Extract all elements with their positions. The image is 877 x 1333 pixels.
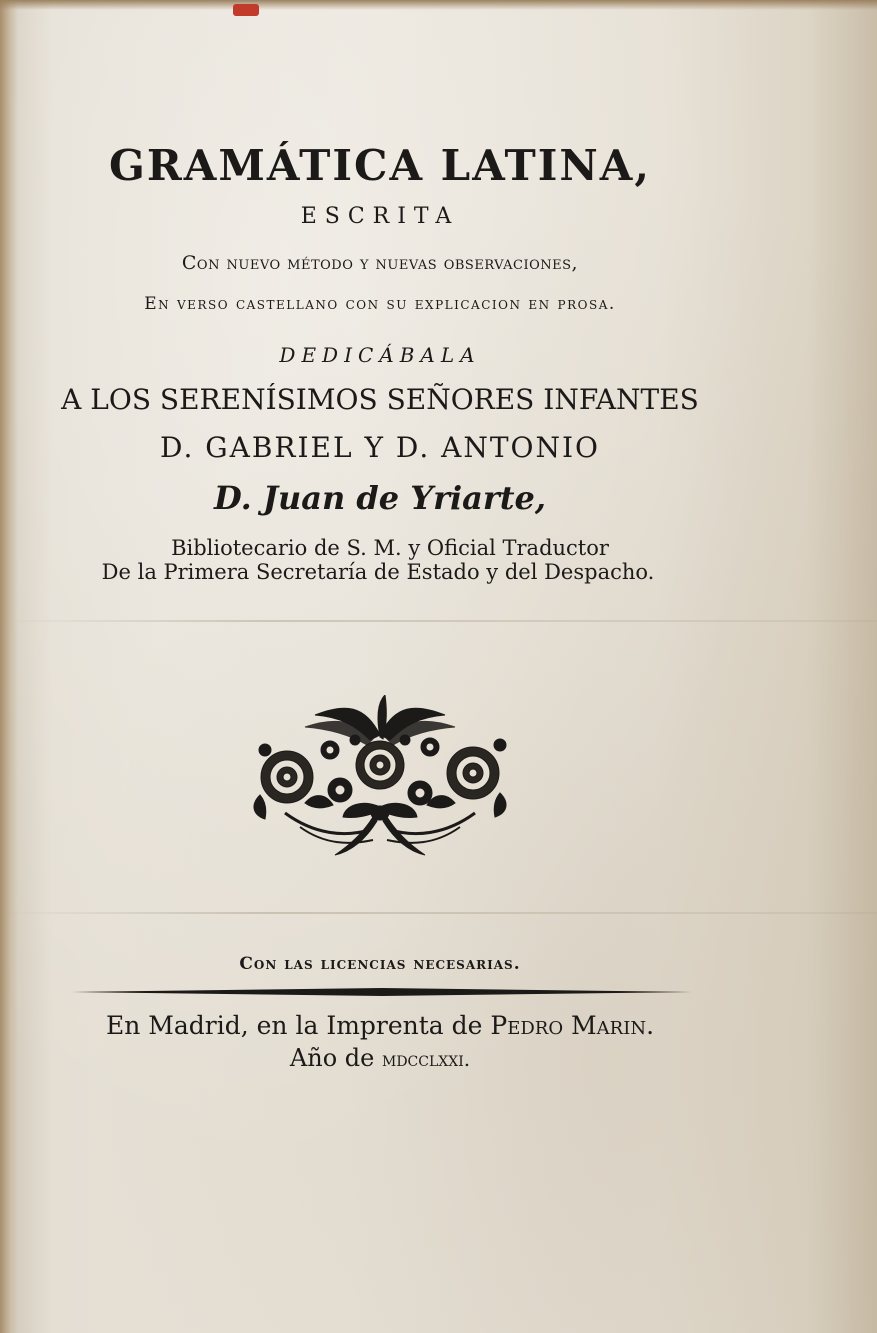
red-mark — [233, 4, 259, 16]
floral-basket-ornament-icon — [245, 695, 515, 860]
imprint-place: En Madrid, en la Imprenta de — [105, 1011, 483, 1040]
paper-fold — [0, 620, 877, 622]
escrita-line: ESCRITA — [300, 204, 460, 229]
divider-rule — [72, 987, 692, 997]
page-edge-top — [0, 0, 877, 10]
dedicatees-line-1: A LOS SERENÍSIMOS SEÑORES INFANTES — [61, 383, 699, 416]
dedication-line: DEDICÁBALA — [279, 343, 481, 367]
author-title-line-1: Bibliotecario de S. M. y Oficial Traductor — [171, 536, 609, 560]
book-title: GRAMÁTICA LATINA, — [109, 141, 651, 190]
year-value: mdcclxxi. — [381, 1047, 471, 1071]
licenses-line: Con las licencias necesarias. — [239, 954, 521, 974]
imprint-line — [40, 1013, 720, 1038]
imprint-printer: Pedro Marin. — [490, 1011, 655, 1040]
year-label: Año de — [289, 1044, 375, 1072]
dedicatees-line-2: D. GABRIEL Y D. ANTONIO — [160, 431, 600, 464]
author-name: D. Juan de Yriarte, — [213, 479, 547, 517]
subtitle-line-2: En verso castellano con su explicacion en prosa. — [144, 294, 616, 314]
author-title-line-2: De la Primera Secretaría de Estado y del Despacho. — [101, 560, 655, 584]
paper-fold — [0, 912, 877, 914]
subtitle-line-1: Con nuevo método y nuevas observaciones, — [181, 252, 579, 274]
year-line — [40, 1046, 720, 1070]
page-edge-left — [0, 0, 18, 1333]
